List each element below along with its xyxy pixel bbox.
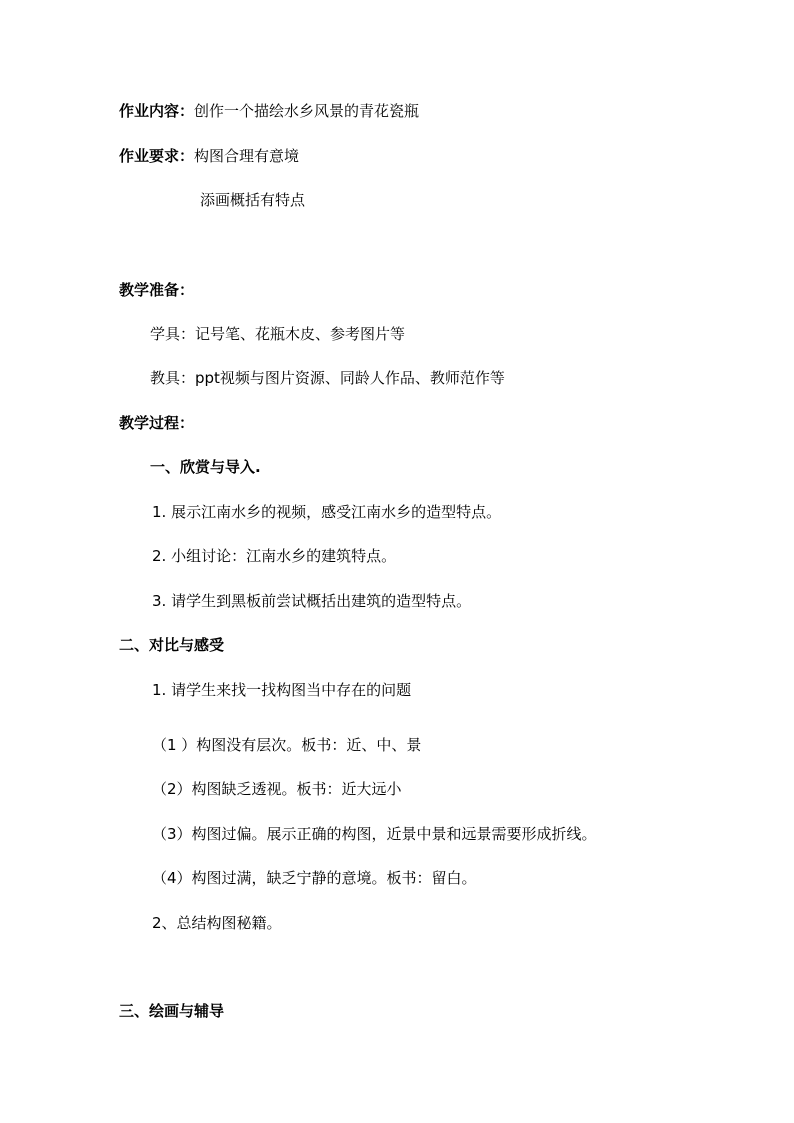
section2-problem-4: （4）构图过满，缺乏宁静的意境。板书：留白。 (152, 869, 477, 887)
assignment-content-line (119, 101, 419, 121)
section2-problem-2: （2）构图缺乏透视。板书：近大远小 (152, 780, 402, 798)
assignment-requirement-2: 添画概括有特点 (200, 191, 306, 209)
assignment-requirement-1: 构图合理有意境 (194, 147, 300, 165)
preparation-student-tools: 学具：记号笔、花瓶木皮、参考图片等 (150, 325, 406, 343)
assignment-content-text: 创作一个描绘水乡风景的青花瓷瓶 (194, 102, 420, 120)
section2-item-2: 2、总结构图秘籍。 (152, 914, 282, 932)
section2-problem-3: （3）构图过偏。展示正确的构图，近景中景和远景需要形成折线。 (152, 825, 597, 843)
section1-item-2: 2. 小组讨论：江南水乡的建筑特点。 (152, 547, 397, 565)
preparation-heading: 教学准备： (119, 281, 195, 299)
section3-title: 三、绘画与辅导 (119, 1002, 225, 1020)
section2-title: 二、对比与感受 (119, 636, 225, 654)
preparation-teacher-tools: 教具：ppt视频与图片资源、同龄人作品、教师范作等 (150, 369, 505, 387)
assignment-requirement-line (119, 146, 299, 166)
process-heading: 教学过程： (119, 414, 195, 432)
section2-problem-1: （1 ）构图没有层次。板书：近、中、景 (152, 736, 422, 754)
section2-item-1: 1. 请学生来找一找构图当中存在的问题 (152, 681, 412, 699)
assignment-requirement-label: 作业要求： (119, 147, 195, 165)
section1-title: 一、欣赏与导入. (150, 458, 261, 476)
assignment-content-label: 作业内容： (119, 102, 195, 120)
section1-item-1: 1. 展示江南水乡的视频，感受江南水乡的造型特点。 (152, 503, 502, 521)
section1-item-3: 3. 请学生到黑板前尝试概括出建筑的造型特点。 (152, 592, 472, 610)
